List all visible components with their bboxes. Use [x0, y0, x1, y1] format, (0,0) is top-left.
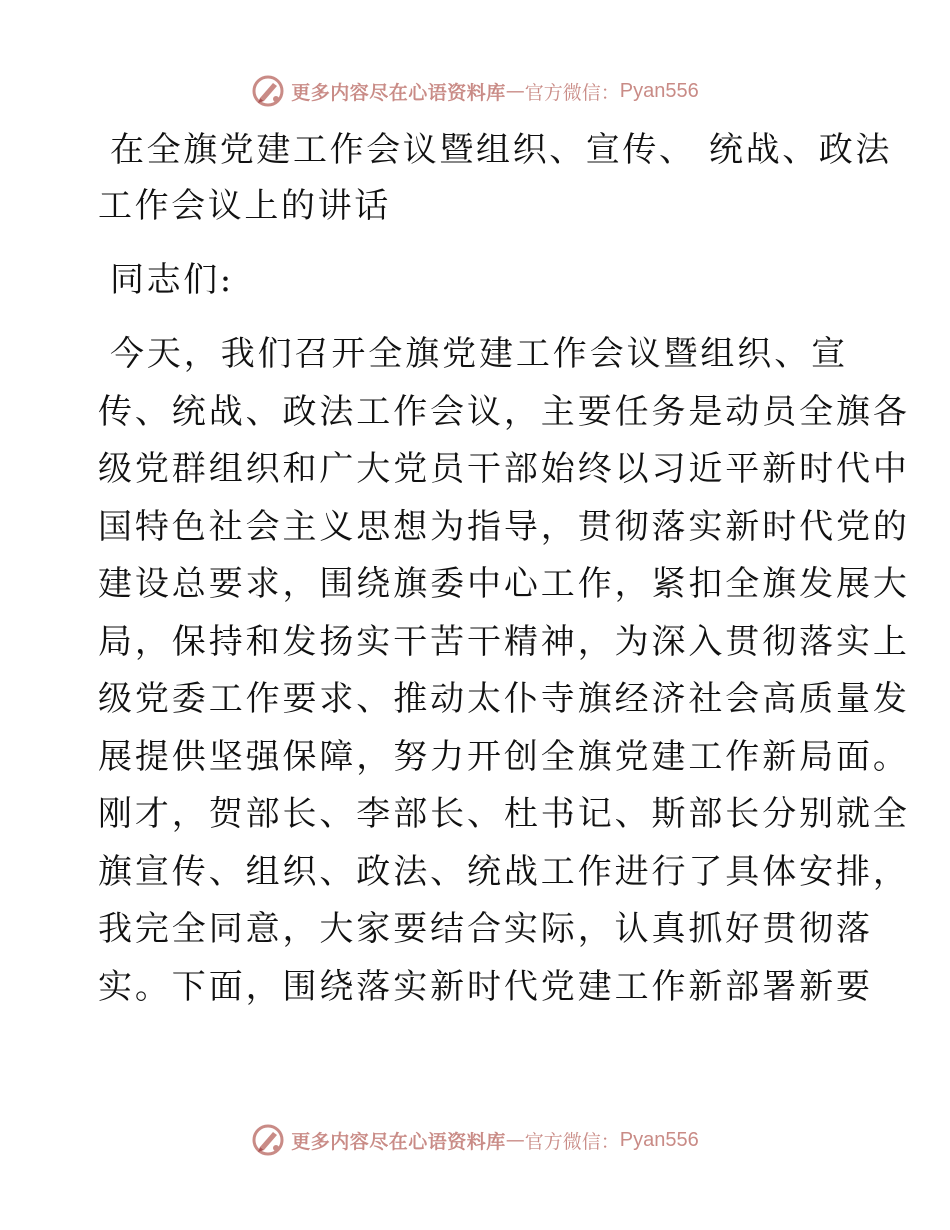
watermark-separator: — [505, 1129, 525, 1151]
footer-watermark [0, 1120, 950, 1160]
watermark-official-label: 官方微信： [524, 1130, 620, 1153]
body-line: 级党群组织和广大党员干部始终以习近平新时代中 [98, 449, 910, 489]
watermark-separator: — [505, 80, 525, 102]
body-line: 旗宣传、组织、政法、统战工作进行了具体安排， [98, 851, 910, 892]
header-watermark [0, 71, 950, 111]
brush-logo-icon [251, 1123, 285, 1157]
body-line: 级党委工作要求、推动太仆寺旗经济社会高质量发 [98, 679, 910, 719]
salutation: 同志们: [110, 260, 234, 300]
document-page [98, 122, 910, 1016]
watermark-text: 更多内容尽在心语资料库 [291, 81, 506, 104]
body-line: 实。下面，围绕落实新时代党建工作新部署新要 [98, 966, 873, 1007]
brush-logo-icon [251, 74, 285, 108]
watermark-wechat-id: Pyan556 [619, 1128, 699, 1151]
body-line: 我完全同意，大家要结合实际，认真抓好贯彻落 [98, 909, 873, 949]
title-line: 在全旗党建工作会议暨组织、宣传、 统战、政法 [110, 130, 893, 170]
document-title [98, 122, 893, 234]
body-line: 刚才，贺部长、李部长、杜书记、斯部长分别就全 [98, 794, 910, 834]
watermark-official-label: 官方微信： [524, 81, 620, 104]
body-line: 展提供坚强保障，努力开创全旗党建工作新局面。 [98, 736, 910, 777]
watermark-wechat-id: Pyan556 [619, 79, 699, 102]
body-line: 传、统战、政法工作会议，主要任务是动员全旗各 [98, 391, 910, 432]
body-line: 建设总要求，围绕旗委中心工作，紧扣全旗发展大 [98, 564, 910, 604]
body-line: 局，保持和发扬实干苦干精神，为深入贯彻落实上 [98, 621, 910, 662]
body-line: 国特色社会主义思想为指导，贯彻落实新时代党的 [98, 506, 910, 547]
watermark-text: 更多内容尽在心语资料库 [291, 1130, 506, 1153]
body-paragraph [98, 326, 910, 1016]
body-line: 今天，我们召开全旗党建工作会议暨组织、宣 [110, 334, 848, 374]
title-line: 工作会议上的讲话 [98, 186, 391, 226]
